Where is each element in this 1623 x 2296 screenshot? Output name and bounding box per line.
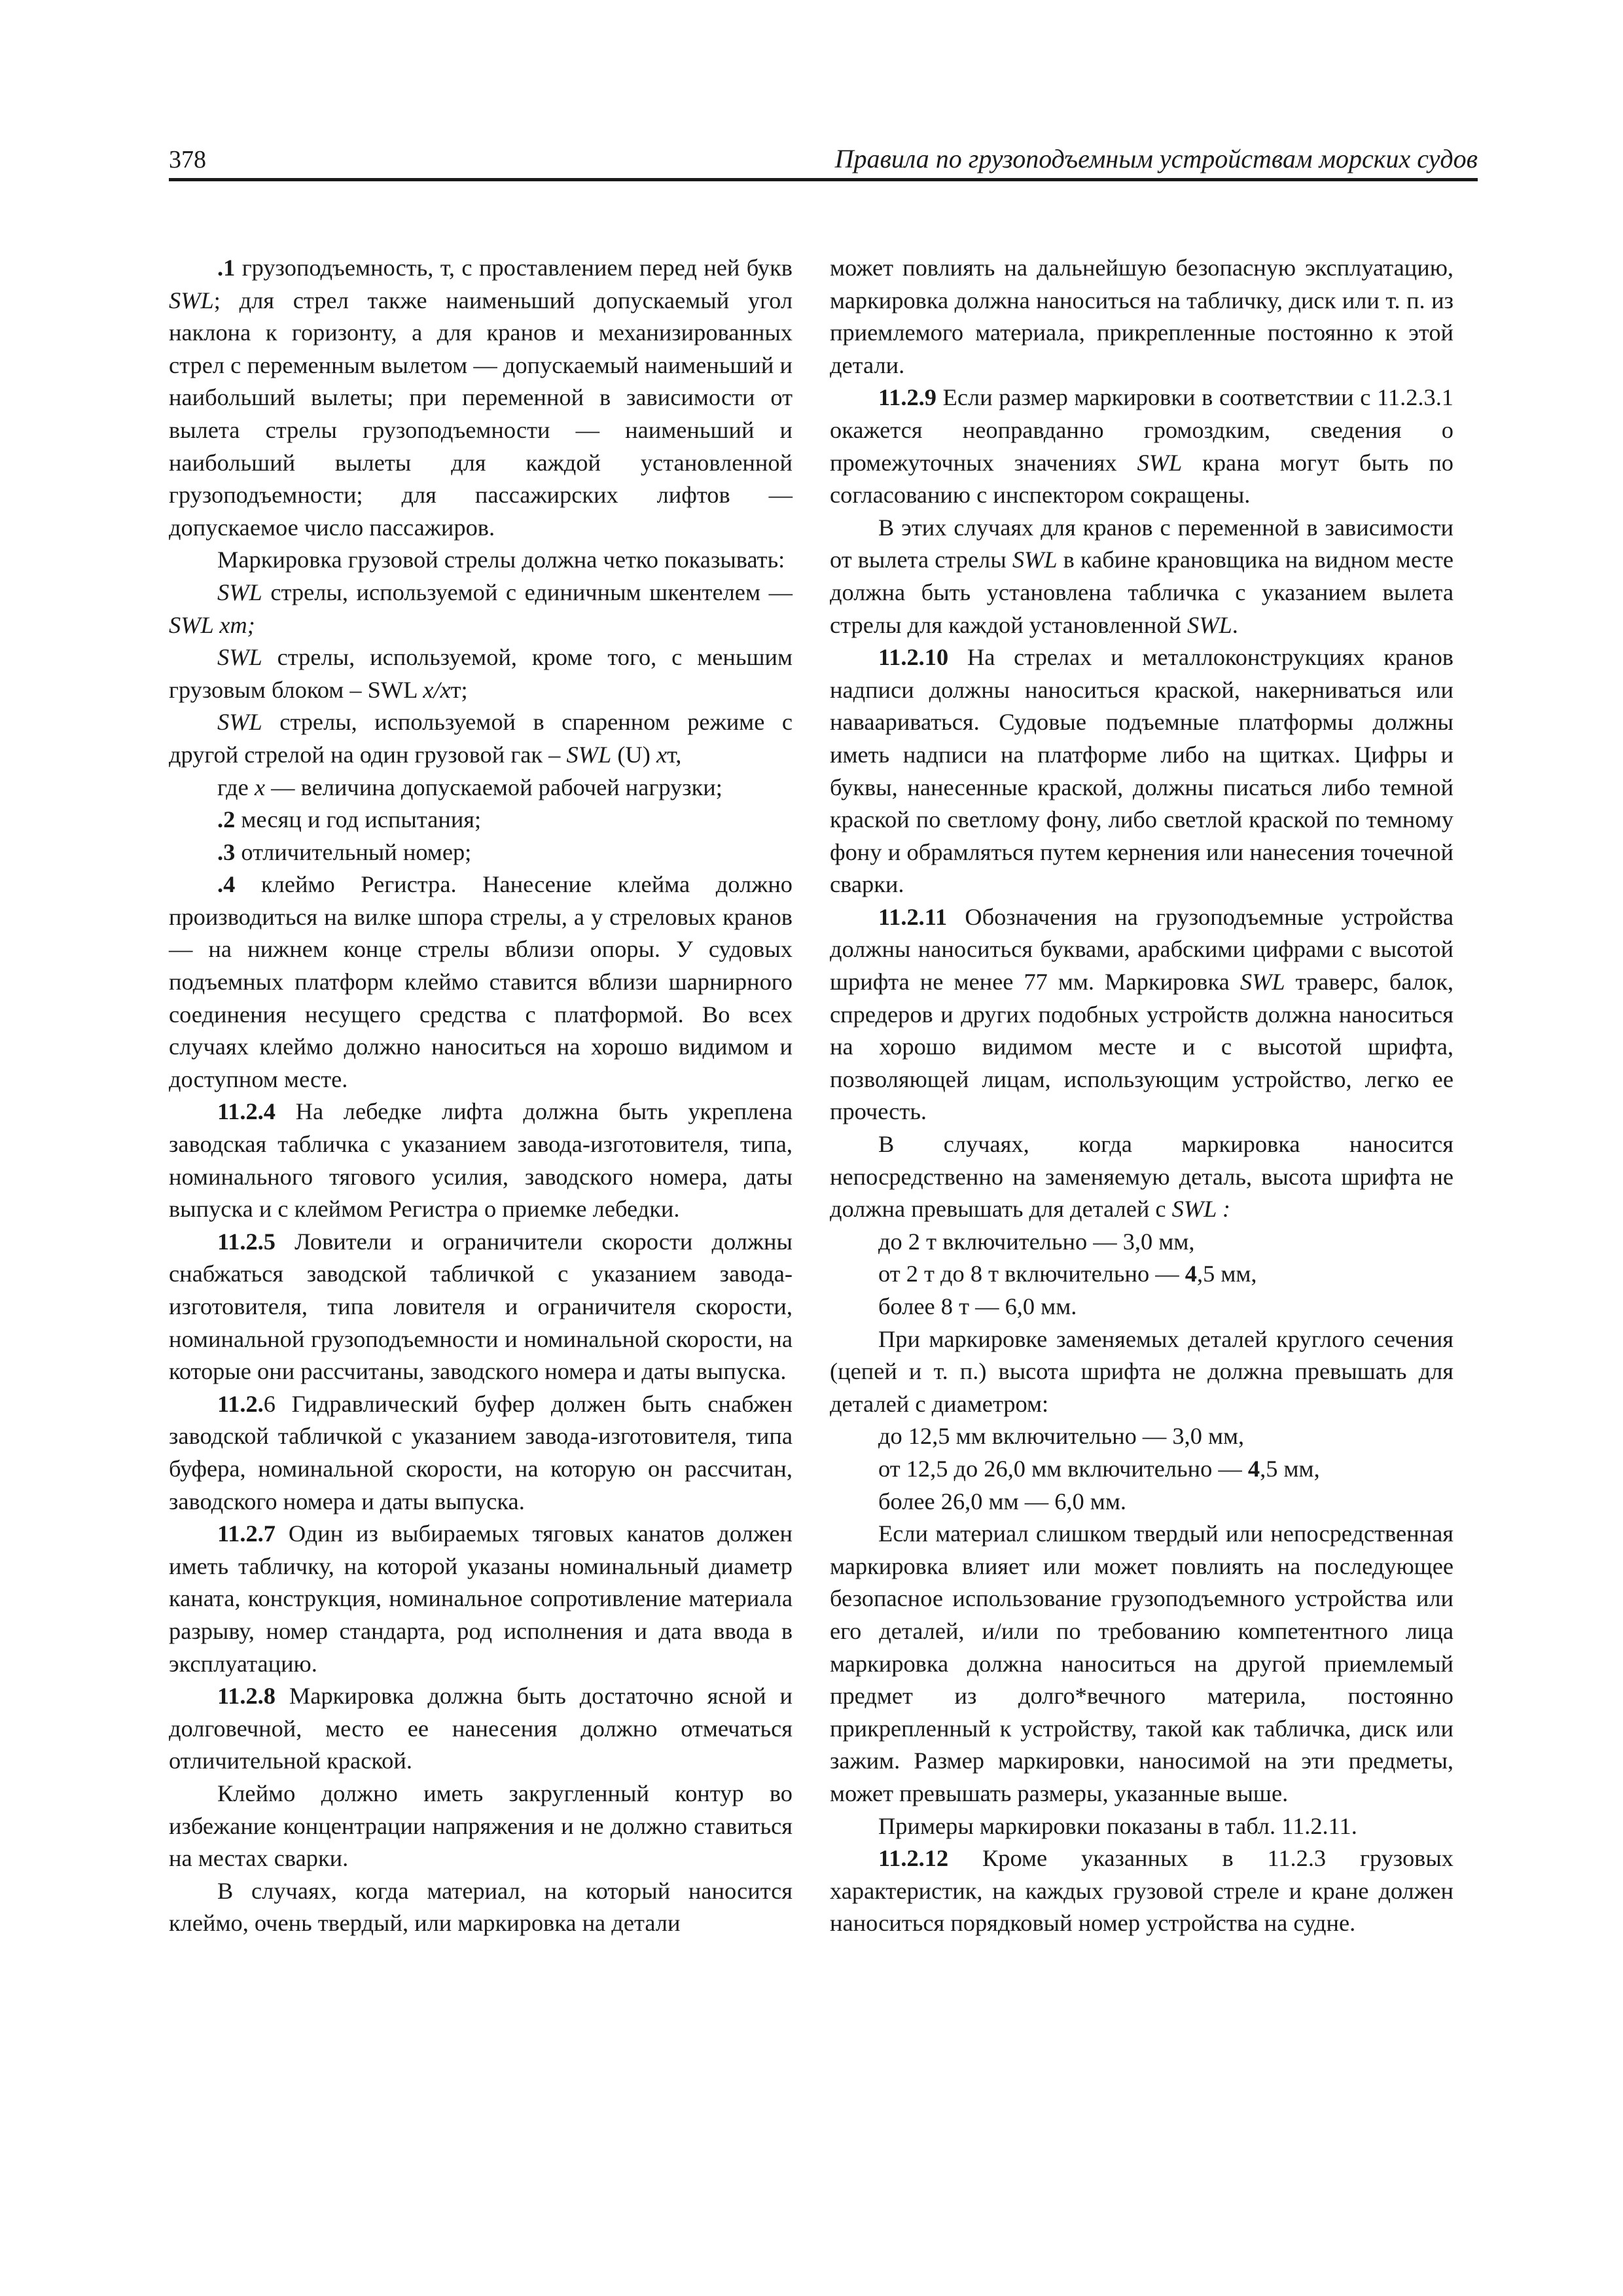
paragraph: .1 грузоподъемность, т, с проставлением перед ней букв SWL; для стрел также наименьший допускаемый угол наклона к горизонту, а для кранов и механизированных стрел с переменным вылетом — допускаемый наименьший и наибольший вылеты; при переменной в зависимости от вылета стрелы грузоподъемности — наименьший и наибольший вылеты для каждой установленной грузоподъемности; для пассажирских лифтов — допускаемое число пассажиров.	[169, 255, 793, 541]
section-11-2-11: 11.2.11 Обозначения на грузоподъемные устройства должны наноситься буквами, арабскими цифрами с высотой шрифта не менее 77 мм. Маркировка SWL траверс, балок, спредеров и других подобных устройств должна наноситься на хорошо видимом месте и с высотой шрифта, позволяющей лицам, использующим устройство, легко ее прочесть.	[830, 903, 1454, 1125]
header-rule	[169, 178, 1478, 181]
page-header	[169, 143, 1478, 179]
paragraph: SWL стрелы, используемой в спаренном режиме с другой стрелой на один грузовой гак – SWL (U) xт,	[169, 709, 793, 768]
section-11-2-12: 11.2.12 Кроме указанных в 11.2.3 грузовых характеристик, на каждых грузовой стреле и кране должен наноситься порядковый номер устройства на судне.	[830, 1845, 1454, 1937]
section-11-2-6: 11.2.6 Гидравлический буфер должен быть снабжен заводской табличкой с указанием завода-изготовителя, типа буфера, номинальной скорости, на которую он рассчитан, заводского номера и даты выпуска.	[169, 1390, 793, 1515]
section-11-2-5: 11.2.5 Ловители и ограничители скорости должны снабжаться заводской табличкой с указанием завода-изготовителя, типа ловителя и ограничителя скорости, номинальной грузоподъемности и номинальной скорости, на которые они рассчитаны, заводского номера и даты выпуска.	[169, 1228, 793, 1385]
paragraph: SWL стрелы, используемой, кроме того, с меньшим грузовым блоком – SWL x/xт;	[169, 644, 793, 703]
paragraph: Маркировка грузовой стрелы должна четко показывать:	[217, 547, 785, 573]
paragraph: .4 клеймо Регистра. Нанесение клейма должно производиться на вилке шпора стрелы, а у стреловых кранов — на нижнем конце стрелы вблизи опоры. У судовых подъемных платформ клеймо ставится вблизи шарнирного соединения несущего средства с платформой. Во всех случаях клеймо должно наноситься на хорошо видимом и доступном месте.	[169, 871, 793, 1092]
paragraph: .2 месяц и год испытания;	[217, 806, 482, 833]
right-column	[830, 252, 1454, 1940]
paragraph: SWL стрелы, используемой с единичным шкентелем — SWL xт;	[169, 579, 793, 638]
section-11-2-10: 11.2.10 На стрелах и металлоконструкциях кранов надписи должны наноситься краской, накерниваться или наваариваться. Судовые подъемные платформы должны иметь надписи на платформе либо на щитках. Цифры и буквы, нанесенные краской, должны писаться либо темной краской по светлому фону, либо светлой краской по темному фону и обрамляться путем кернения или нанесения точечной сварки.	[830, 644, 1454, 898]
paragraph: Клеймо должно иметь закругленный контур во избежание концентрации напряжения и не должно ставиться на местах сварки.	[169, 1780, 793, 1872]
section-11-2-9: 11.2.9 Если размер маркировки в соответствии с 11.2.3.1 окажется неоправданно громоздким, сведения о промежуточных значениях SWL крана могут быть по согласованию с инспектором сокращены.	[830, 384, 1454, 509]
page-number: 378	[169, 146, 206, 173]
paragraph: При маркировке заменяемых деталей круглого сечения (цепей и т. п.) высота шрифта не должна превышать для деталей с диаметром:	[830, 1325, 1454, 1417]
paragraph: может повлиять на дальнейшую безопасную эксплуатацию, маркировка должна наноситься на табличку, диск или т. п. из приемлемого материала, прикрепленные постоянно к этой детали.	[830, 255, 1454, 378]
paragraph: В случаях, когда маркировка наносится непосредственно на заменяемую деталь, высота шрифта не должна превышать для деталей с SWL :	[830, 1131, 1454, 1223]
paragraph: где x — величина допускаемой рабочей нагрузки;	[217, 774, 722, 800]
list-item: от 12,5 до 26,0 мм включительно — 4,5 мм,	[878, 1455, 1320, 1482]
section-11-2-4: 11.2.4 На лебедке лифта должна быть укреплена заводская табличка с указанием завода-изготовителя, типа, номинального тягового усилия, заводского номера, даты выпуска и с клеймом Регистра о приемке лебедки.	[169, 1098, 793, 1223]
running-title: Правила по грузоподъемным устройствам морских судов	[834, 144, 1478, 173]
left-column	[169, 252, 793, 1940]
list-item: до 2 т включительно — 3,0 мм,	[878, 1228, 1195, 1255]
paragraph: .3 отличительный номер;	[217, 838, 472, 865]
list-item: более 26,0 мм — 6,0 мм.	[878, 1488, 1126, 1515]
list-item: от 2 т до 8 т включительно — 4,5 мм,	[878, 1261, 1257, 1287]
list-item: до 12,5 мм включительно — 3,0 мм,	[878, 1423, 1245, 1450]
section-11-2-8: 11.2.8 Маркировка должна быть достаточно ясной и долговечной, место ее нанесения должно отмечаться отличительной краской.	[169, 1683, 793, 1774]
paragraph: Если материал слишком твердый или непосредственная маркировка влияет или может повлиять на последующее безопасное использование грузоподъемного устройства или его деталей, и/или по требованию компетентного лица маркировка должна наноситься на другой приемлемый предмет из долго*вечного материла, постоянно прикрепленный к устройству, такой как табличка, диск или зажим. Размер маркировки, наносимой на эти предметы, может превышать размеры, указанные выше.	[830, 1520, 1454, 1806]
paragraph: Примеры маркировки показаны в табл. 11.2.11.	[878, 1812, 1357, 1839]
paragraph: В этих случаях для кранов с переменной в зависимости от вылета стрелы SWL в кабине крановщика на видном месте должна быть установлена табличка с указанием вылета стрелы для каждой установленной SWL.	[830, 514, 1454, 638]
list-item: более 8 т — 6,0 мм.	[878, 1293, 1077, 1319]
section-11-2-7: 11.2.7 Один из выбираемых тяговых канатов должен иметь табличку, на которой указаны номинальный диаметр каната, конструкция, номинальное сопротивление материала разрыву, номер стандарта, род исполнения и дата ввода в эксплуатацию.	[169, 1520, 793, 1677]
paragraph: В случаях, когда материал, на который наносится клеймо, очень твердый, или маркировка на детали	[169, 1877, 793, 1937]
